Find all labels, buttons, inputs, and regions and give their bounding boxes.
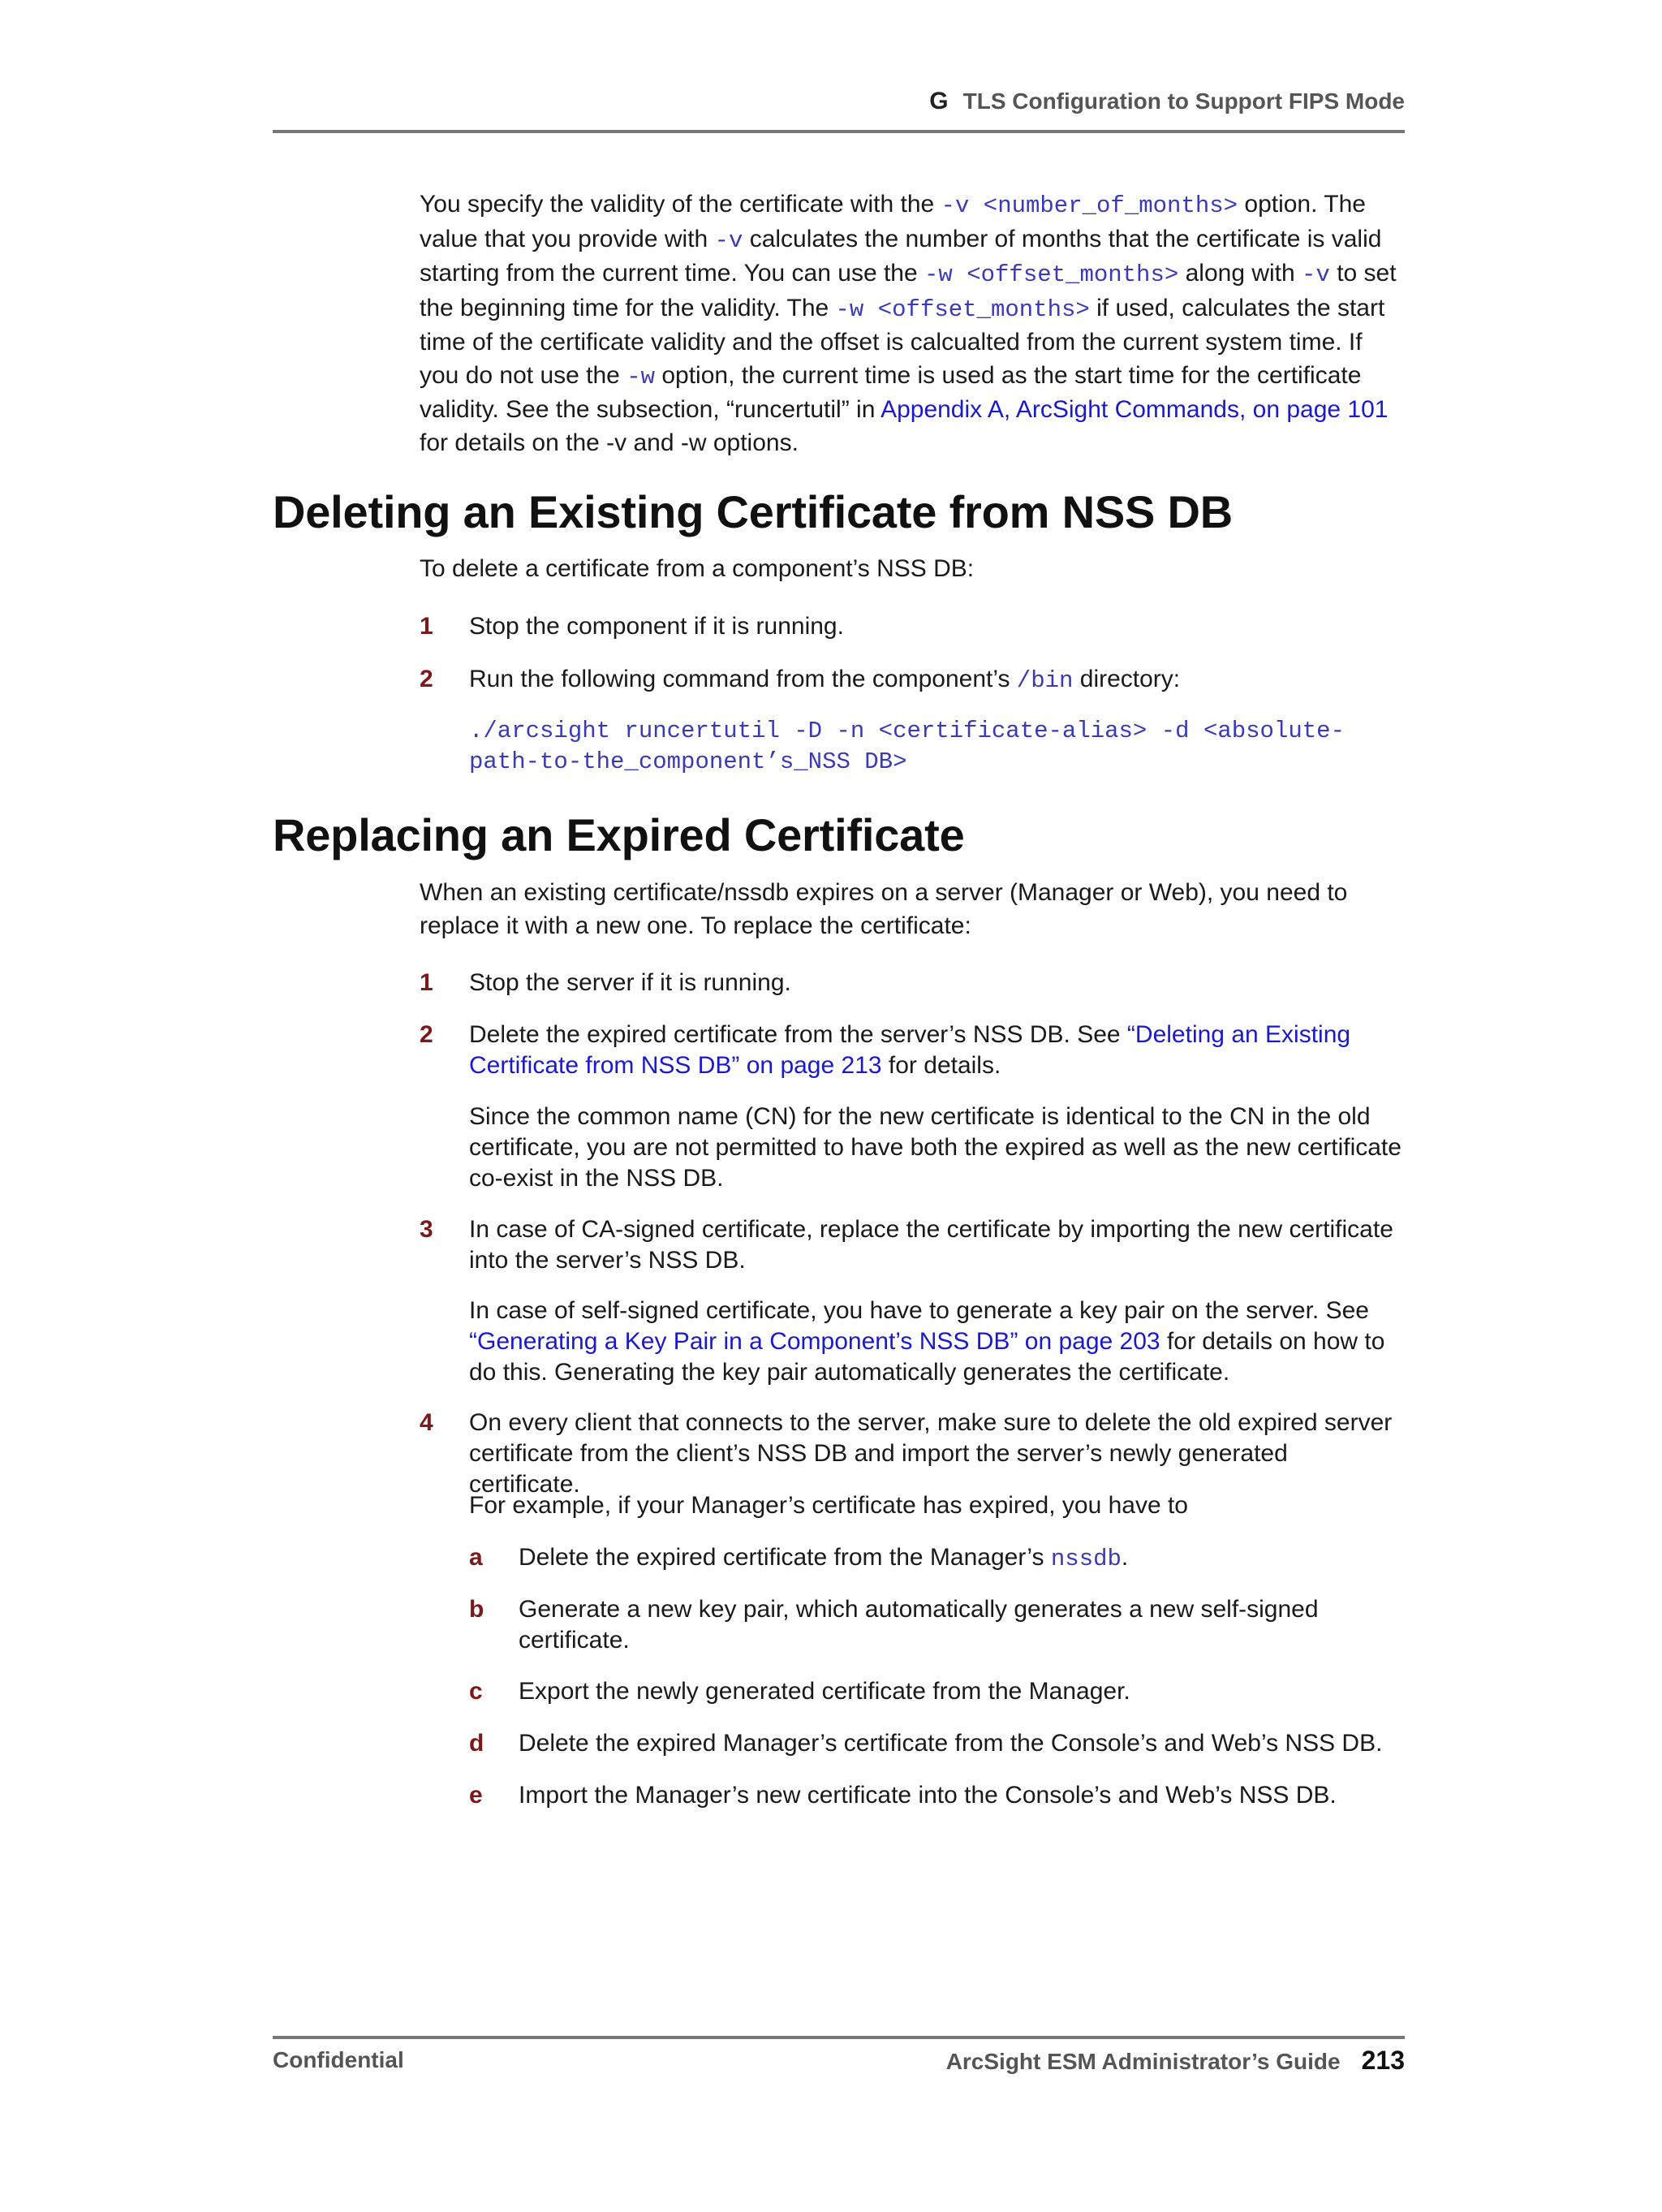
code-option: -v <number_of_months> bbox=[941, 192, 1238, 219]
step-number: 1 bbox=[420, 969, 433, 996]
substep-text: Export the newly generated certificate from the Manager. bbox=[519, 1678, 1130, 1705]
substep-text: Import the Manager’s new certificate into the Console’s and Web’s NSS DB. bbox=[519, 1782, 1337, 1809]
code-option: -v bbox=[714, 226, 743, 254]
header-title: TLS Configuration to Support FIPS Mode bbox=[962, 88, 1405, 114]
intro-text: You specify the validity of the certificate with the bbox=[420, 191, 941, 218]
step-number: 1 bbox=[420, 613, 433, 640]
substep-letter: b bbox=[469, 1596, 484, 1623]
step-text: In case of CA-signed certificate, replace the certificate by importing the new certificate into the server’s NSS DB. bbox=[469, 1216, 1393, 1274]
substep-text: Delete the expired Manager’s certificate from the Console’s and Web’s NSS DB. bbox=[519, 1730, 1383, 1757]
section2-intro: When an existing certificate/nssdb expires on a server (Manager or Web), you need to replace it with a new one. To replace the certificate: bbox=[420, 879, 1348, 939]
substep-letter: c bbox=[469, 1678, 483, 1705]
substep-text bbox=[519, 1542, 1405, 1575]
step-number: 4 bbox=[420, 1409, 433, 1436]
command-code-block bbox=[469, 716, 1405, 778]
step-text-part: Delete the expired certificate from the server’s NSS DB. See bbox=[469, 1021, 1127, 1048]
intro-text: along with bbox=[1178, 260, 1302, 287]
note-text: for details on how to do this. Generating the key pair automatically generates the certificate. bbox=[469, 1328, 1385, 1386]
cross-reference-link[interactable]: “Generating a Key Pair in a Component’s NSS DB” on page 203 bbox=[469, 1328, 1160, 1355]
intro-text: calculates the number of months that the certificate is valid starting from the current time. You can use the bbox=[420, 225, 1382, 287]
page-footer bbox=[273, 2036, 1405, 2076]
appendix-letter: G bbox=[929, 88, 949, 114]
footer-guide bbox=[946, 2046, 1405, 2076]
step-text: Stop the component if it is running. bbox=[469, 613, 844, 640]
section1-intro: To delete a certificate from a component’s NSS DB: bbox=[420, 555, 975, 582]
intro-text: option, the current time is used as the start time for the certificate validity. See the subsection, “runcertutil” in bbox=[420, 361, 1362, 423]
code-option: -w <offset_months> bbox=[924, 261, 1179, 288]
command-line: ./arcsight runcertutil -D -n <certificate-alias> -d <absolute- bbox=[469, 718, 1345, 744]
substep-letter: e bbox=[469, 1782, 483, 1809]
substep-text-part: . bbox=[1121, 1544, 1129, 1571]
step-2-note: Since the common name (CN) for the new certificate is identical to the CN in the old certificate, you are not permitted to have both the expired as well as the new certificate co-exist in the NSS DB. bbox=[469, 1103, 1402, 1192]
intro-text: if used, calculates the start time of the certificate validity and the offset is calcualted from the current system time. If you do not use the bbox=[420, 294, 1385, 389]
note-text: In case of self-signed certificate, you have to generate a key pair on the server. See bbox=[469, 1297, 1369, 1324]
intro-text: option. The value that you provide with bbox=[420, 191, 1366, 252]
substep-text-part: Delete the expired certificate from the Manager’s bbox=[519, 1544, 1051, 1571]
step-4-note: For example, if your Manager’s certificate has expired, you have to bbox=[469, 1492, 1188, 1519]
substep-letter: d bbox=[469, 1730, 484, 1757]
code-option: -w bbox=[626, 363, 656, 390]
cross-reference-link[interactable]: “Deleting an Existing Certificate from NSS DB” on page 213 bbox=[469, 1021, 1351, 1079]
step-text-part: Run the following command from the component’s bbox=[469, 666, 1017, 692]
confidential-label: Confidential bbox=[273, 2047, 404, 2072]
code-option: -v bbox=[1302, 261, 1330, 288]
step-number: 2 bbox=[420, 666, 433, 692]
page-number: 213 bbox=[1361, 2046, 1405, 2075]
intro-text: for details on the -v and -w options. bbox=[420, 429, 799, 456]
section-heading-deleting: Deleting an Existing Certificate from NSS DB bbox=[273, 486, 1233, 537]
bin-directory-code: /bin bbox=[1016, 667, 1074, 694]
appendix-link[interactable]: Appendix A, ArcSight Commands, on page 101 bbox=[881, 396, 1389, 423]
step-text: Stop the server if it is running. bbox=[469, 969, 791, 996]
guide-title: ArcSight ESM Administrator’s Guide bbox=[945, 2049, 1341, 2074]
step-text-part: directory: bbox=[1073, 666, 1181, 692]
step-3-note bbox=[469, 1296, 1405, 1388]
step-text bbox=[469, 664, 1405, 696]
step-number: 3 bbox=[420, 1216, 433, 1243]
intro-paragraph bbox=[420, 188, 1405, 459]
substep-letter: a bbox=[469, 1544, 483, 1571]
nssdb-code: nssdb bbox=[1050, 1546, 1122, 1572]
running-header bbox=[273, 88, 1405, 133]
step-number: 2 bbox=[420, 1021, 433, 1048]
command-line: path-to-the_component’s_NSS DB> bbox=[469, 748, 907, 775]
step-text-part: for details. bbox=[881, 1052, 1001, 1079]
intro-text: to set the beginning time for the validity. The bbox=[420, 260, 1397, 321]
substep-text: Generate a new key pair, which automatically generates a new self-signed certificate. bbox=[519, 1596, 1319, 1654]
step-text bbox=[469, 1020, 1405, 1081]
code-option: -w <offset_months> bbox=[835, 295, 1090, 323]
section-heading-replacing: Replacing an Expired Certificate bbox=[273, 809, 965, 860]
step-text: On every client that connects to the server, make sure to delete the old expired server certificate from the client’s NSS DB and import the server’s newly generated certificate. bbox=[469, 1409, 1393, 1498]
